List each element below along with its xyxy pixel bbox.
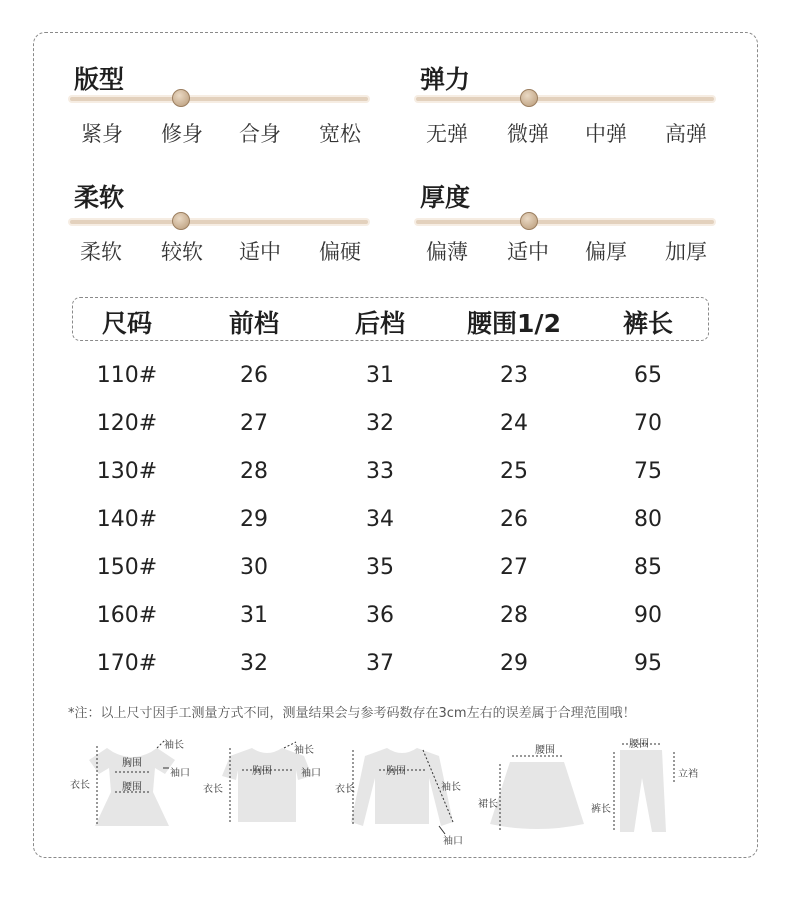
table-cell: 170# [96, 651, 158, 676]
table-cell: 27 [500, 555, 528, 580]
table-cell: 35 [366, 555, 394, 580]
measurement-note: *注：以上尺寸因手工测量方式不同，测量结果会与参考码数存在3cm左右的误差属于合理范围哦！ [68, 706, 636, 721]
table-cell: 70 [634, 411, 662, 436]
sweater-chest-label: 胸围 [386, 766, 406, 777]
pants-waist-label: 腰围 [629, 739, 649, 750]
thickness-option: 适中 [507, 240, 549, 264]
table-cell: 28 [500, 603, 528, 628]
skirt-length-label: 裙长 [478, 799, 498, 810]
dress-cuff-label: 袖口 [170, 768, 190, 779]
table-cell: 110# [96, 363, 158, 388]
table-cell: 27 [240, 411, 268, 436]
elasticity-title: 弹力 [420, 65, 471, 94]
softness-option: 较软 [161, 240, 203, 264]
tshirt-sleeve-label: 袖长 [294, 745, 314, 756]
table-cell: 85 [634, 555, 662, 580]
pants-length-label: 裤长 [591, 804, 611, 815]
fit-track [70, 97, 368, 101]
skirt-waist-label: 腰围 [535, 745, 555, 756]
table-cell: 29 [240, 507, 268, 532]
softness-option: 适中 [239, 240, 281, 264]
dress-length-label: 衣长 [70, 780, 90, 791]
table-cell: 26 [240, 363, 268, 388]
header-back-rise: 后档 [354, 309, 406, 338]
table-cell: 32 [240, 651, 268, 676]
table-cell: 25 [500, 459, 528, 484]
elasticity-option: 高弹 [665, 122, 707, 146]
header-front-rise: 前档 [228, 309, 280, 338]
table-cell: 140# [96, 507, 158, 532]
softness-knob [172, 212, 190, 230]
table-cell: 30 [240, 555, 268, 580]
table-cell: 90 [634, 603, 662, 628]
tshirt-length-label: 衣长 [203, 784, 223, 795]
table-cell: 80 [634, 507, 662, 532]
table-cell: 150# [96, 555, 158, 580]
table-cell: 95 [634, 651, 662, 676]
tshirt-cuff-label: 袖口 [301, 768, 321, 779]
table-cell: 37 [366, 651, 394, 676]
thickness-option: 偏厚 [585, 240, 627, 264]
thickness-track [416, 220, 714, 224]
fit-option: 紧身 [81, 122, 123, 146]
table-cell: 31 [366, 363, 394, 388]
table-cell: 23 [500, 363, 528, 388]
table-cell: 75 [634, 459, 662, 484]
pants-rise-label: 立裆 [678, 769, 698, 780]
fit-option: 宽松 [319, 122, 361, 146]
thickness-option: 偏薄 [426, 240, 468, 264]
sweater-cuff-label: 袖口 [443, 836, 463, 847]
table-cell: 24 [500, 411, 528, 436]
softness-track [70, 220, 368, 224]
tshirt-chest-label: 胸围 [252, 766, 272, 777]
softness-title: 柔软 [74, 183, 125, 212]
fit-option: 合身 [239, 122, 281, 146]
header-half-waist: 腰围1/2 [467, 309, 561, 338]
table-cell: 34 [366, 507, 394, 532]
header-pants-length: 裤长 [622, 309, 674, 338]
table-cell: 36 [366, 603, 394, 628]
table-cell: 29 [500, 651, 528, 676]
fit-option: 修身 [161, 122, 203, 146]
elasticity-option: 无弹 [426, 122, 468, 146]
dress-chest-label: 胸围 [122, 758, 142, 769]
table-cell: 65 [634, 363, 662, 388]
pants-diagram [590, 734, 720, 850]
table-cell: 120# [96, 411, 158, 436]
dress-waist-label: 腰围 [122, 782, 142, 793]
table-cell: 130# [96, 459, 158, 484]
thickness-option: 加厚 [665, 240, 707, 264]
fit-title: 版型 [74, 65, 125, 94]
softness-option: 柔软 [80, 240, 122, 264]
table-cell: 31 [240, 603, 268, 628]
softness-option: 偏硬 [319, 240, 361, 264]
sweater-sleeve-label: 袖长 [441, 782, 461, 793]
elasticity-option: 微弹 [507, 122, 549, 146]
elasticity-track [416, 97, 714, 101]
table-cell: 26 [500, 507, 528, 532]
thickness-knob [520, 212, 538, 230]
fit-knob [172, 89, 190, 107]
table-cell: 32 [366, 411, 394, 436]
header-size: 尺码 [101, 309, 153, 338]
table-cell: 160# [96, 603, 158, 628]
elasticity-knob [520, 89, 538, 107]
table-cell: 33 [366, 459, 394, 484]
dress-sleeve-label: 袖长 [164, 740, 184, 751]
thickness-title: 厚度 [420, 183, 471, 212]
elasticity-option: 中弹 [585, 122, 627, 146]
table-cell: 28 [240, 459, 268, 484]
sweater-length-label: 衣长 [335, 784, 355, 795]
